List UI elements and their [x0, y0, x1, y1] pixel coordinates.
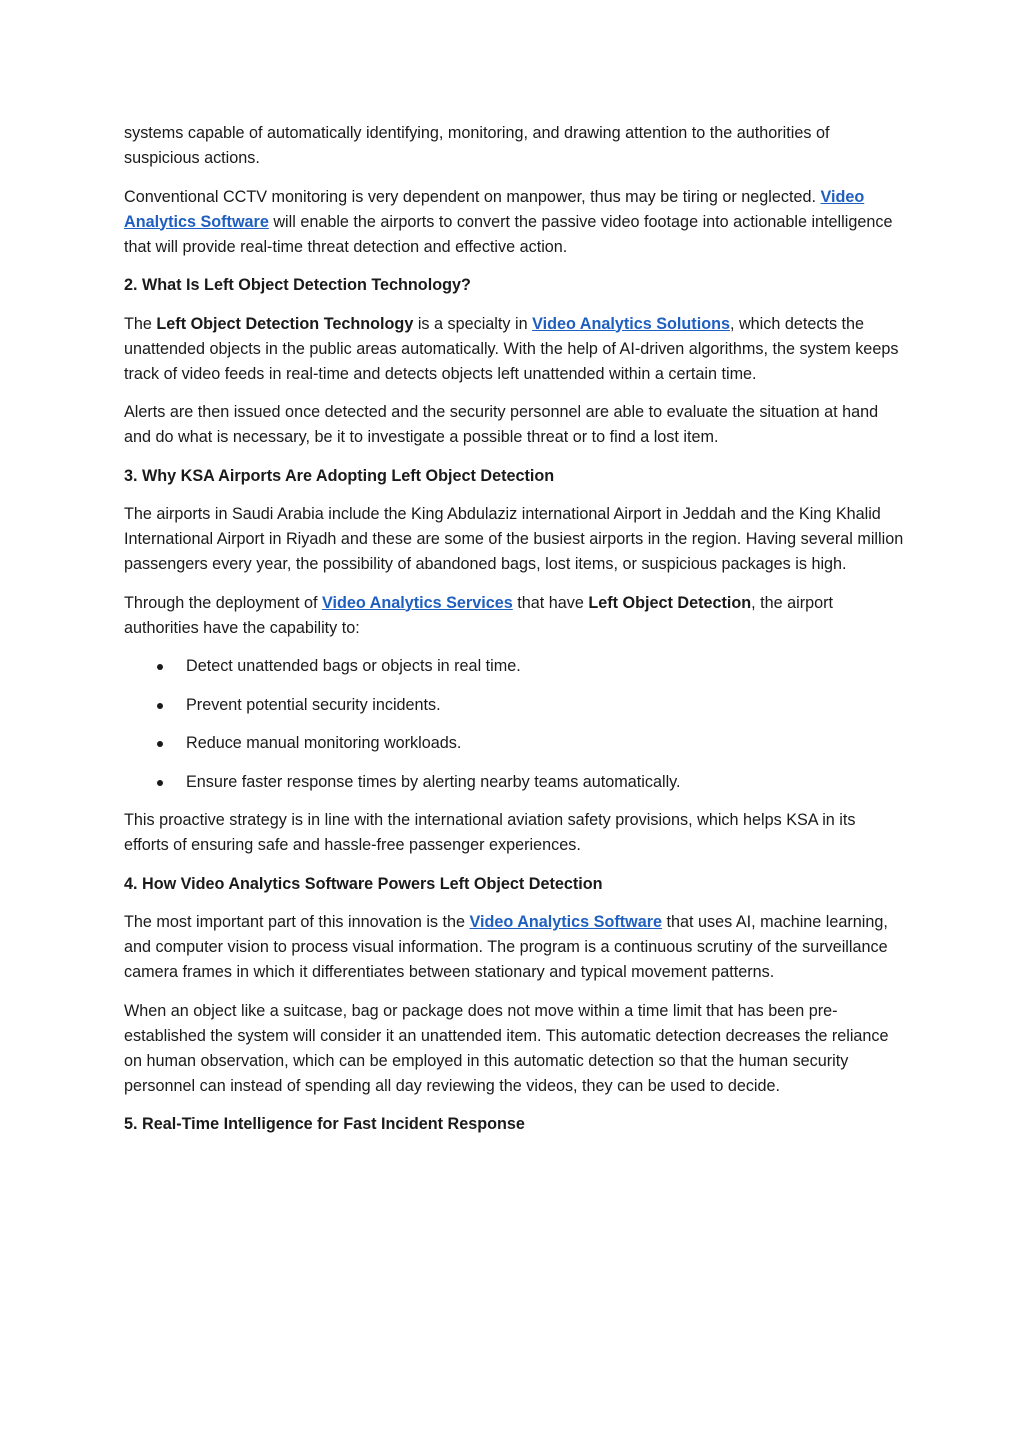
video-analytics-solutions-link[interactable]: Video Analytics Solutions — [532, 314, 730, 333]
bullet-icon — [157, 703, 163, 709]
list-item-text: Reduce manual monitoring workloads. — [186, 734, 462, 752]
video-analytics-software-link[interactable]: Video Analytics Software — [124, 187, 865, 231]
section-4-heading: 4. How Video Analytics Software Powers Left Object Detection — [124, 874, 603, 893]
section-3-paragraph-2 — [124, 591, 904, 641]
s3-text-b: that have — [512, 593, 589, 612]
section-3-heading: 3. Why KSA Airports Are Adopting Left Object Detection — [124, 466, 555, 485]
section-2-heading: 2. What Is Left Object Detection Technology? — [124, 276, 471, 294]
bullet-icon — [157, 664, 163, 670]
section-3-paragraph-1: The airports in Saudi Arabia include the King Abdulaziz international Airport in Jeddah and the King Khalid International Airport in Riyadh and these are some of the busiest airports in the region. Having several million passengers every year, the possibility of abandoned bags, lost items, or suspicious packages is high. — [124, 505, 904, 573]
s4-text-b: that uses AI, machine learning, and computer vision to process visual information. The program is a continuous scrutiny of the surveillance camera frames in which it differentiates between stationary and typical movement patterns. — [124, 913, 888, 981]
bullet-icon — [157, 780, 163, 786]
list-item — [124, 654, 904, 679]
section-2-paragraph-1 — [124, 312, 904, 387]
s3-bold-term: Left Object Detection — [588, 593, 752, 612]
intro-text-1: systems capable of automatically identifying, monitoring, and drawing attention to the authorities of suspicious actions. — [124, 124, 830, 167]
section-4-paragraph-2: When an object like a suitcase, bag or package does not move within a time limit that has been pre-established the system will consider it an unattended item. This automatic detection decreases the reliance on human observation, which can be employed in this automatic detection so that the human security personnel can instead of spending all day reviewing the videos, they can be used to decide. — [124, 1001, 889, 1095]
intro-text-2a: Conventional CCTV monitoring is very dependent on manpower, thus may be tiring or neglected. — [124, 187, 821, 206]
s2-text-b: is a specialty in — [413, 314, 533, 333]
bullet-icon — [157, 741, 163, 747]
list-item — [124, 731, 904, 756]
s2-text-a: The — [124, 314, 157, 333]
section-2-paragraph-2: Alerts are then issued once detected and the security personnel are able to evaluate the situation at hand and do what is necessary, be it to investigate a possible threat or to find a lost item. — [124, 403, 879, 446]
video-analytics-software-link-2[interactable]: Video Analytics Software — [469, 913, 663, 931]
capability-list — [124, 654, 904, 795]
s2-text-c: , which detects the unattended objects in the public areas automatically. With the help of AI-driven algorithms, the system keeps track of video feeds in real-time and detects objects left unattended within a certain time. — [124, 314, 899, 383]
s3-text-c: , the airport authorities have the capability to: — [124, 593, 834, 637]
intro-paragraph-2 — [124, 185, 904, 260]
list-item-text: Detect unattended bags or objects in real time. — [186, 657, 521, 675]
s3-text-a: Through the deployment of — [124, 593, 322, 612]
s4-text-a: The most important part of this innovation is the — [124, 913, 470, 931]
section-5-heading: 5. Real-Time Intelligence for Fast Incident Response — [124, 1115, 525, 1133]
list-item-text: Ensure faster response times by alerting nearby teams automatically. — [186, 772, 681, 791]
intro-text-2b: will enable the airports to convert the passive video footage into actionable intelligence that will provide real-time threat detection and effective action. — [124, 212, 893, 256]
document-page — [124, 121, 904, 1151]
section-3-paragraph-3: This proactive strategy is in line with the international aviation safety provisions, which helps KSA in its efforts of ensuring safe and hassle-free passenger experiences. — [124, 811, 856, 854]
list-item-text: Prevent potential security incidents. — [186, 695, 441, 714]
section-4-paragraph-1 — [124, 910, 904, 985]
list-item — [124, 770, 904, 795]
list-item — [124, 693, 904, 718]
intro-paragraph-1 — [124, 121, 904, 171]
s2-bold-term: Left Object Detection Technology — [156, 314, 414, 333]
video-analytics-services-link[interactable]: Video Analytics Services — [321, 593, 513, 612]
